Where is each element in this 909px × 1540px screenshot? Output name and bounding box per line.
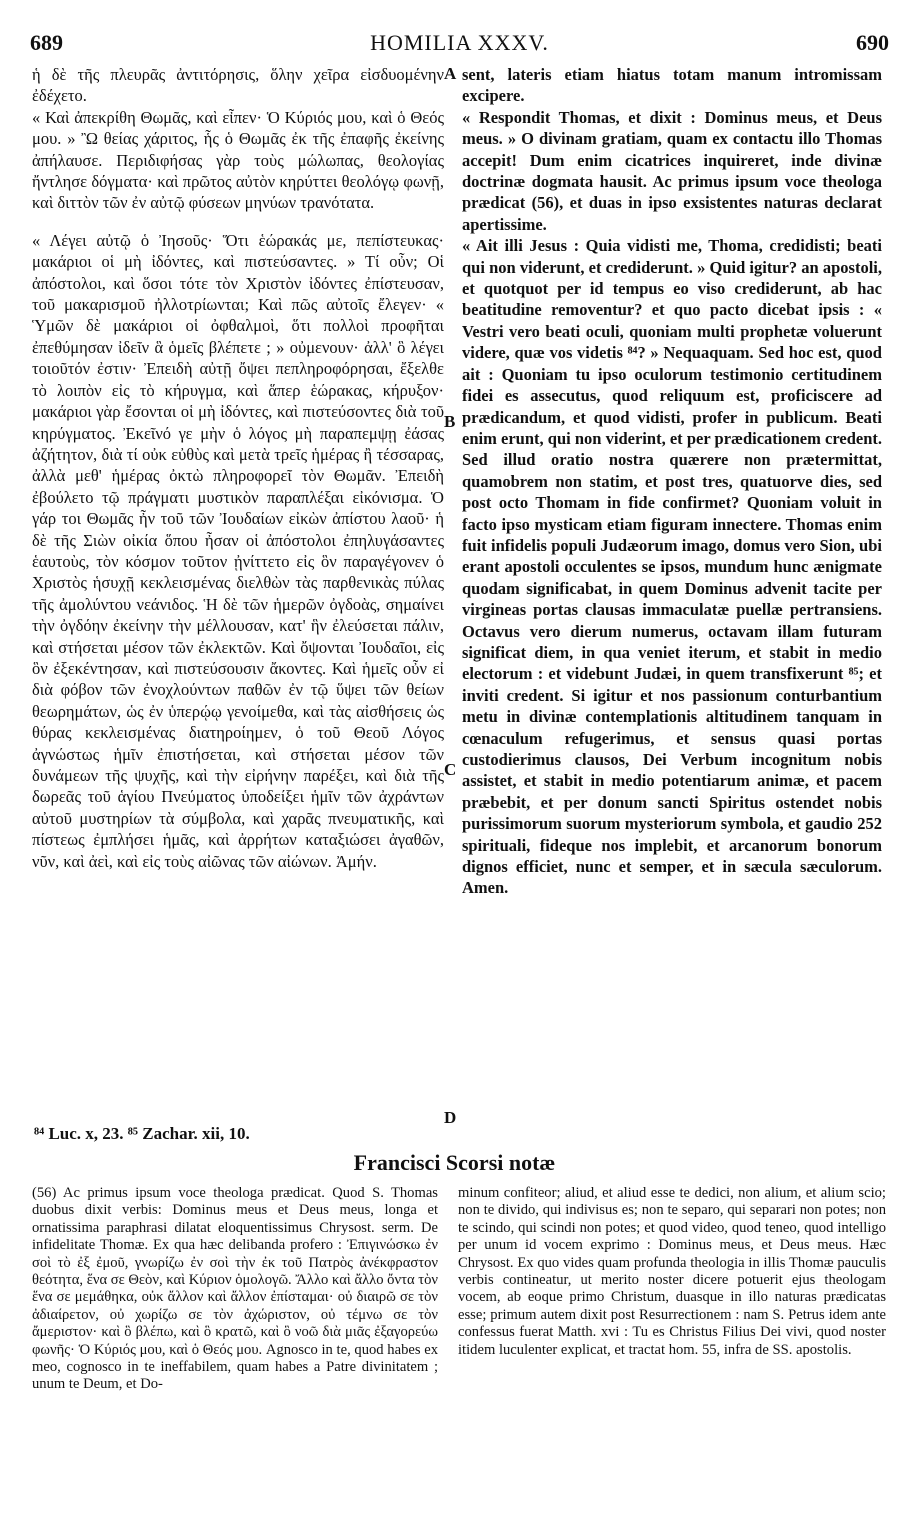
greek-paragraph: ἡ δὲ τῆς πλευρᾶς ἀντιτόρησις, ὅλην χεῖρα εἰσδυομένην ἐδέχετο.: [32, 65, 444, 106]
notes-left-column: [32, 1185, 438, 1394]
note-text: (56) Ac primus ipsum voce theologa prædicat. Quod S. Thomas duobus dixit verbis: Dominus meus et Deus meus, longa et ornatissima paraphrasi dilatat eloquentissimus Chrysost. serm. De infidelitate Thomæ. Ex qua hæc delibanda profero : Ἐπιγινώσκω ἐν σοὶ τὸ ἐξ ἐμοῦ, γνωρίζω ἐν σοὶ τὴν ἐκ τοῦ Πατρὸς ἀνέκφραστον θεότητα, ἕνα σε Θεὸν, καὶ Κύριον ὁμολογῶ. Ἄλλο καὶ ἄλλο ὄντα τὸν ἕνα σε μεμάθηκα, οὐκ ἄλλον καὶ ἄλλον ἐπίσταμαι· οὐ διαιρῶ σε τὸν ἀδιαίρετον, οὐ χωρίζω σε τὸν ἀχώριστον, οὐ τέμνω σε τὸν ἄμεριστον· καὶ ὃ βλέπω, καὶ ὃ κρατῶ, καὶ ὃ νοῶ διὰ μιᾶς ἐξαγορεύω φωνῆς· Ὁ Κύριός μου, καὶ ὁ Θεός μου. Agnosco in te, quod habes ex meo, cognosco in te ineffabilem, quam habes a Patre divinitatem ; unum te Deum, et Do-: [32, 1185, 438, 1393]
latin-text-column: [462, 64, 882, 899]
note-text: minum confiteor; aliud, et aliud esse te dedici, non alium, et alium scio; non te divido, qui indivisus es; non te separo, qui separari non potes; non te scindo, qui scindi non potes; et quod video, quod teneo, quod intelligo per unum id vocem exprimo : Dominus meus, et Deus meus. Hæc Chrysost. Ex quo vides quam profunda theologia in illis Thomæ pauculis verbis contineatur, ut merito noster dicere potuerit ejus theologam vocem, ab eoque primo Christum, duasque in illo naturas prædicatas esse; primum autem dixit post Resurrectionem : nam S. Petrus idem ante confessus fuerat Matth. xvi : Tu es Christus Filius Dei vivi, quod noster itidem luculenter explicat, et tractat hom. 55, infra de SS. apostolis.: [458, 1185, 886, 1358]
latin-paragraph: « Ait illi Jesus : Quia vidisti me, Thoma, credidisti; beati qui non viderunt, et crediderunt. » Quid igitur? an apostoli, et quotquot per id tempus eo viso crediderunt, ab hac beatitudine removentur? et quo pacto dicebat ipsis : « Vestri vero beati oculi, quoniam multi prophetæ voluerunt videre, quæ vos videtis ⁸⁴? » Nequaquam. Sed hoc est, quod ait : Quoniam tu ipso oculorum testimonio certitudinem fidei es assecutus, quod reliquum est, proficiscere ad prædicandum, et quod vidisti, profer in publicum. Beati enim erunt, qui non viderint, et per prædicationem credent. Sed illud oratio nostra quærere non prætermittat, quamobrem non statim, et post tres, quatuorve dies, sed post octo Thomam in fide confirmet? Quoniam voluit in facto ipso mysticam etiam figuram innectere. Thomas enim fuit infidelis populi Judæorum imago, domus vero Sion, ubi erant apostoli occulentes se ipsos, mundum hunc ænigmate quodam significabat, in quem Dominus advenit tacite per virgineas portas clausas immaculatæ puellæ pertransiens. Octavus vero dierum numerus, octavam illam futuram significat diem, in qua veniet iterum, et stabit in medio electorum : et videbunt Judæi, in quem transfixerunt ⁸⁵; et inviti credent. Si igitur et nos passionum conturbantium metu in divinæ contemplationis altitudinem tanquam in cœnaculum refugerimus, et sensus quasi portas custodierimus clausos, Dei Verbum incognitum nobis assistet, et stabit in medio potentiarum animæ, et pacem præbebit, et per donum sancti Spiritus ostendet nobis purissimorum suorum mysteriorum symbola, et gaudio 252 spirituali, fideque nos implebit, et arcanorum bonorum dignos efficiet, nunc et semper, et in sæcula sæculorum. Amen.: [462, 236, 882, 898]
running-title: HOMILIA XXXV.: [370, 30, 549, 55]
page-number-right: 690: [856, 30, 889, 55]
margin-marker-a: A: [444, 64, 457, 83]
margin-marker-b: B: [444, 412, 456, 431]
margin-marker-c: C: [444, 760, 457, 779]
greek-paragraph: « Λέγει αὐτῷ ὁ Ἰησοῦς· Ὅτι ἑώρακάς με, πεπίστευκας· μακάριοι οἱ μὴ ἰδόντες, καὶ πιστεύσαντες. » Τί οὖν; Οἱ ἀπόστολοι, καὶ ὅσοι τότε τὸν Χριστὸν ἰδόντες ἐπίστευσαν, τοῦ μακαρισμοῦ ἠλλοτρίωνται; Καὶ πῶς αὐτοῖς ἔλεγεν· « Ὑμῶν δὲ μακάριοι οἱ ὀφθαλμοὶ, ὅτι πολλοὶ προφῆται ἐπεθύμησαν ἰδεῖν ἃ ὁμεῖς βλέπετε ; » οὐμενουν· ἀλλ' ὃ λέγει τοιοῦτόν ἐστιν· Ἐπειδὴ αὐτῇ ὄψει πεπληροφόρησαι, ἔξελθε τὸ λοιπὸν εἰς τὸ κήρυγμα, καὶ ἅπερ ἑώρακας, κήρυξον· μακάριοι γὰρ ἔσονται οἱ μὴ ἰδόντες, καὶ πιστεύσοντες διὰ τοῦ κηρύγματος. Ἐκεῖνό γε μὴν ὁ λόγος μὴ παραπεμψῃ ἐάσας ἀζήτητον, διὰ τί οὐκ εὐθὺς καὶ μετὰ τρεῖς ἡμέρας ἢ τέσσαρας, ἀλλὰ μεθ' ἡμέρας ὀκτὼ πληροφορεῖ τὸν Θωμᾶν. Ἐπειδὴ ἐβούλετο τῷ πράγματι μυστικὸν παραπλέξαι εἰκόνισμα. Ὁ γάρ τοι Θωμᾶς ἦν τοῦ τῶν Ἰουδαίων εἰκὼν ἀπίστου λαοῦ· ἡ δὲ τῆς Σιὼν οἰκία ὅπου ἦσαν οἱ ἀπόστολοι ἐπηλυγάσαντες ἑαυτοὺς, τὸν κόσμον τοῦτον ᾐνίττετο εἰς ὃν παραγέγονεν ὁ Χριστὸς ἡσυχῇ κεκλεισμένας διελθὼν τὰς παρθενικὰς πύλας τῆς ἀμολύντου νεάνιδος. Ἡ δὲ τῶν ἡμερῶν ὀγδοὰς, σημαίνει τὴν ὀγδόην ἐκείνην τὴν μέλλουσαν, κατ' ἣν ἐλεύσεται πάλιν, καὶ στήσεται μέσον τῶν ἐκλεκτῶν. Καὶ ὄψονται Ἰουδαῖοι, εἰς ὃν ἐξεκέντησαν, καὶ πιστεύσουσιν ἄκοντες. Καὶ ἡμεῖς οὖν εἰ διὰ φόβον τῶν ἐνοχλούντων παθῶν ἐν τῷ ὕψει τῶν θείων θεωρημάτων, ὡς ἐν ὑπερῴῳ γενοίμεθα, καὶ τὰς αἰσθήσεις ὡς θύρας κεκλεισμένας διατηροίημεν, ὁ τοῦ Θεοῦ Λόγος ἀγνώστως ἡμῖν ἐπιστήσεται, καὶ στήσεται μέσον τῶν δυνάμεων τῆς ψυχῆς, καὶ τὴν εἰρήνην παρέξει, καὶ διὰ τῆς δωρεᾶς τοῦ ἁγίου Πνεύματος ὑποδείξει ἡμῖν τῶν ἀχράντων αὐτοῦ μυστηρίων τὰ σύμβολα, καὶ χαρᾶς πνευματικῆς, καὶ πίστεως ἐμπλήσει ἡμᾶς, καὶ ἀρρήτων καταξιώσει ἀγαθῶν, νῦν, καὶ ἀεὶ, καὶ εἰς τοὺς αἰῶνας τῶν αἰώνων. Ἀμήν.: [32, 230, 444, 871]
latin-paragraph: « Respondit Thomas, et dixit : Dominus meus, et Deus meus. » O divinam gratiam, quam ex contactu illo Thomas accepit! Dum enim cicatrices inquireret, inde divinæ doctrinæ dogmata hausit. Ac primus ipsum voce theologa prædicat (56), et duas in ipso exsistentes naturas declarat apertissime.: [462, 107, 882, 234]
page-header: [30, 30, 889, 66]
page-number-left: 689: [30, 30, 63, 55]
notes-title: Francisci Scorsi notæ: [353, 1150, 556, 1175]
margin-marker-d: D: [444, 1108, 457, 1127]
notes-right-column: [458, 1185, 886, 1359]
greek-text-column: [32, 64, 444, 872]
greek-paragraph: « Καὶ ἀπεκρίθη Θωμᾶς, καὶ εἶπεν· Ὁ Κύριός μου, καὶ ὁ Θεός μου. » Ὢ θείας χάριτος, ἧς ὁ Θωμᾶς ἐκ τῆς ἐπαφῆς ἐκείνης ἀπήλαυσε. Περιδιφήσας γὰρ τοὺς μώλωπας, θεολογίας ἤντλησε δόγματα· καὶ πρῶτος αὐτὸν κηρύττει θεολόγῳ φωνῇ, καὶ διττὸν τῶν ἐν αὐτῷ φύσεων μηνύων τρανότατα.: [32, 107, 444, 213]
latin-paragraph: sent, lateris etiam hiatus totam manum intromissam excipere.: [462, 65, 882, 106]
scripture-footnotes: ⁸⁴ Luc. x, 23. ⁸⁵ Zachar. xii, 10.: [34, 1124, 250, 1143]
